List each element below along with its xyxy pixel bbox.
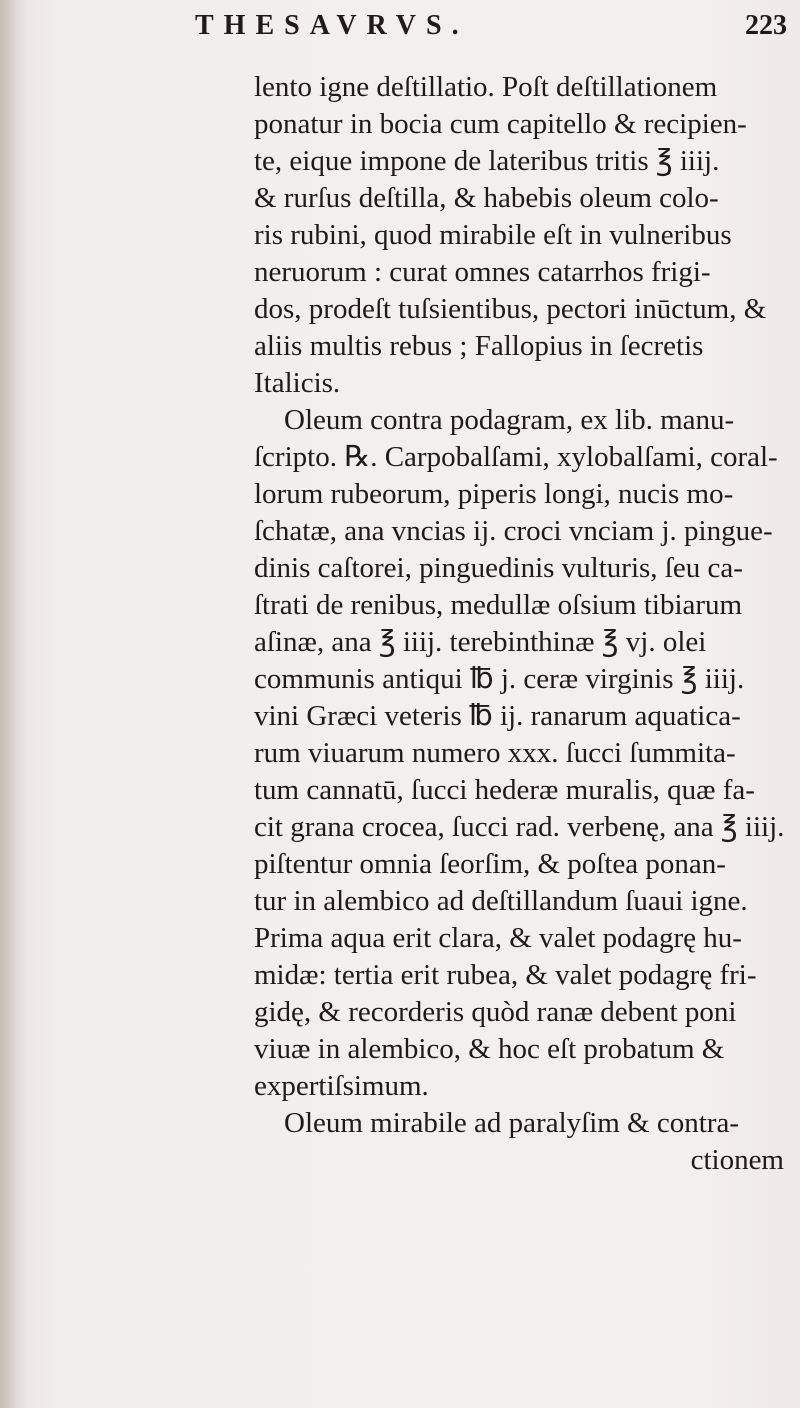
text-line: aliis multis rebus ; Fallopius in ſecretis <box>254 330 704 362</box>
text-line: tur in alembico ad deſtillandum ſuaui igne. <box>254 885 748 917</box>
text-line: ſchatæ, ana vncias ij. croci vnciam j. pingue- <box>254 515 773 547</box>
text-line: dinis caſtorei, pinguedinis vulturis, ſeu ca- <box>254 552 743 584</box>
text-line: te, eique impone de lateribus tritis ℥ iiij. <box>254 145 720 177</box>
text-line: vini Græci veteris ℔ ij. ranarum aquatica- <box>254 700 741 732</box>
text-line: cit grana crocea, ſucci rad. verbenę, ana ℥ iiij. <box>254 811 785 843</box>
text-line: expertiſsimum. <box>254 1070 429 1102</box>
text-line: communis antiqui ℔ j. ceræ virginis ℥ iiij. <box>254 663 745 695</box>
text-line: ſcripto. ℞. Carpobalſami, xylobalſami, coral- <box>254 441 778 473</box>
text-line: ponatur in bocia cum capitello & recipien- <box>254 108 747 140</box>
text-line: ctionem <box>690 1144 784 1176</box>
text-line: lorum rubeorum, piperis longi, nucis mo- <box>254 478 734 510</box>
text-line: viuæ in alembico, & hoc eſt probatum & <box>254 1033 725 1065</box>
running-title: THESAVRVS. <box>195 10 469 41</box>
text-line: midæ: tertia erit rubea, & valet podagrę fri- <box>254 959 757 991</box>
text-line: gidę, & recorderis quòd ranæ debent poni <box>254 996 737 1028</box>
text-line: Prima aqua erit clara, & valet podagrę hu- <box>254 922 742 954</box>
paragraph-start-line: Oleum contra podagram, ex lib. manu- <box>284 404 735 436</box>
text-line: Italicis. <box>254 367 341 399</box>
text-line: ris rubini, quod mirabile eſt in vulneribus <box>254 219 732 251</box>
page-header <box>195 10 795 50</box>
text-line: dos, prodeſt tuſsientibus, pectori inūctum, & <box>254 293 767 325</box>
text-line: aſinæ, ana ℥ iiij. terebinthinæ ℥ vj. olei <box>254 626 707 658</box>
page-number: 223 <box>745 10 787 41</box>
text-line: lento igne deſtillatio. Poſt deſtillationem <box>254 71 718 103</box>
page-gutter-shadow <box>0 0 28 1408</box>
text-line: neruorum : curat omnes catarrhos frigi- <box>254 256 711 288</box>
paragraph-start-line: Oleum mirabile ad paralyſim & contra- <box>284 1107 739 1139</box>
text-line: piſtentur omnia ſeorſim, & poſtea ponan- <box>254 848 726 880</box>
text-line: tum cannatū, ſucci hederæ muralis, quæ fa- <box>254 774 755 806</box>
text-line: & rurſus deſtilla, & habebis oleum colo- <box>254 182 719 214</box>
text-line: rum viuarum numero xxx. ſucci ſummita- <box>254 737 736 769</box>
text-line: ſtrati de renibus, medullæ oſsium tibiarum <box>254 589 743 621</box>
body-text <box>254 69 794 1179</box>
